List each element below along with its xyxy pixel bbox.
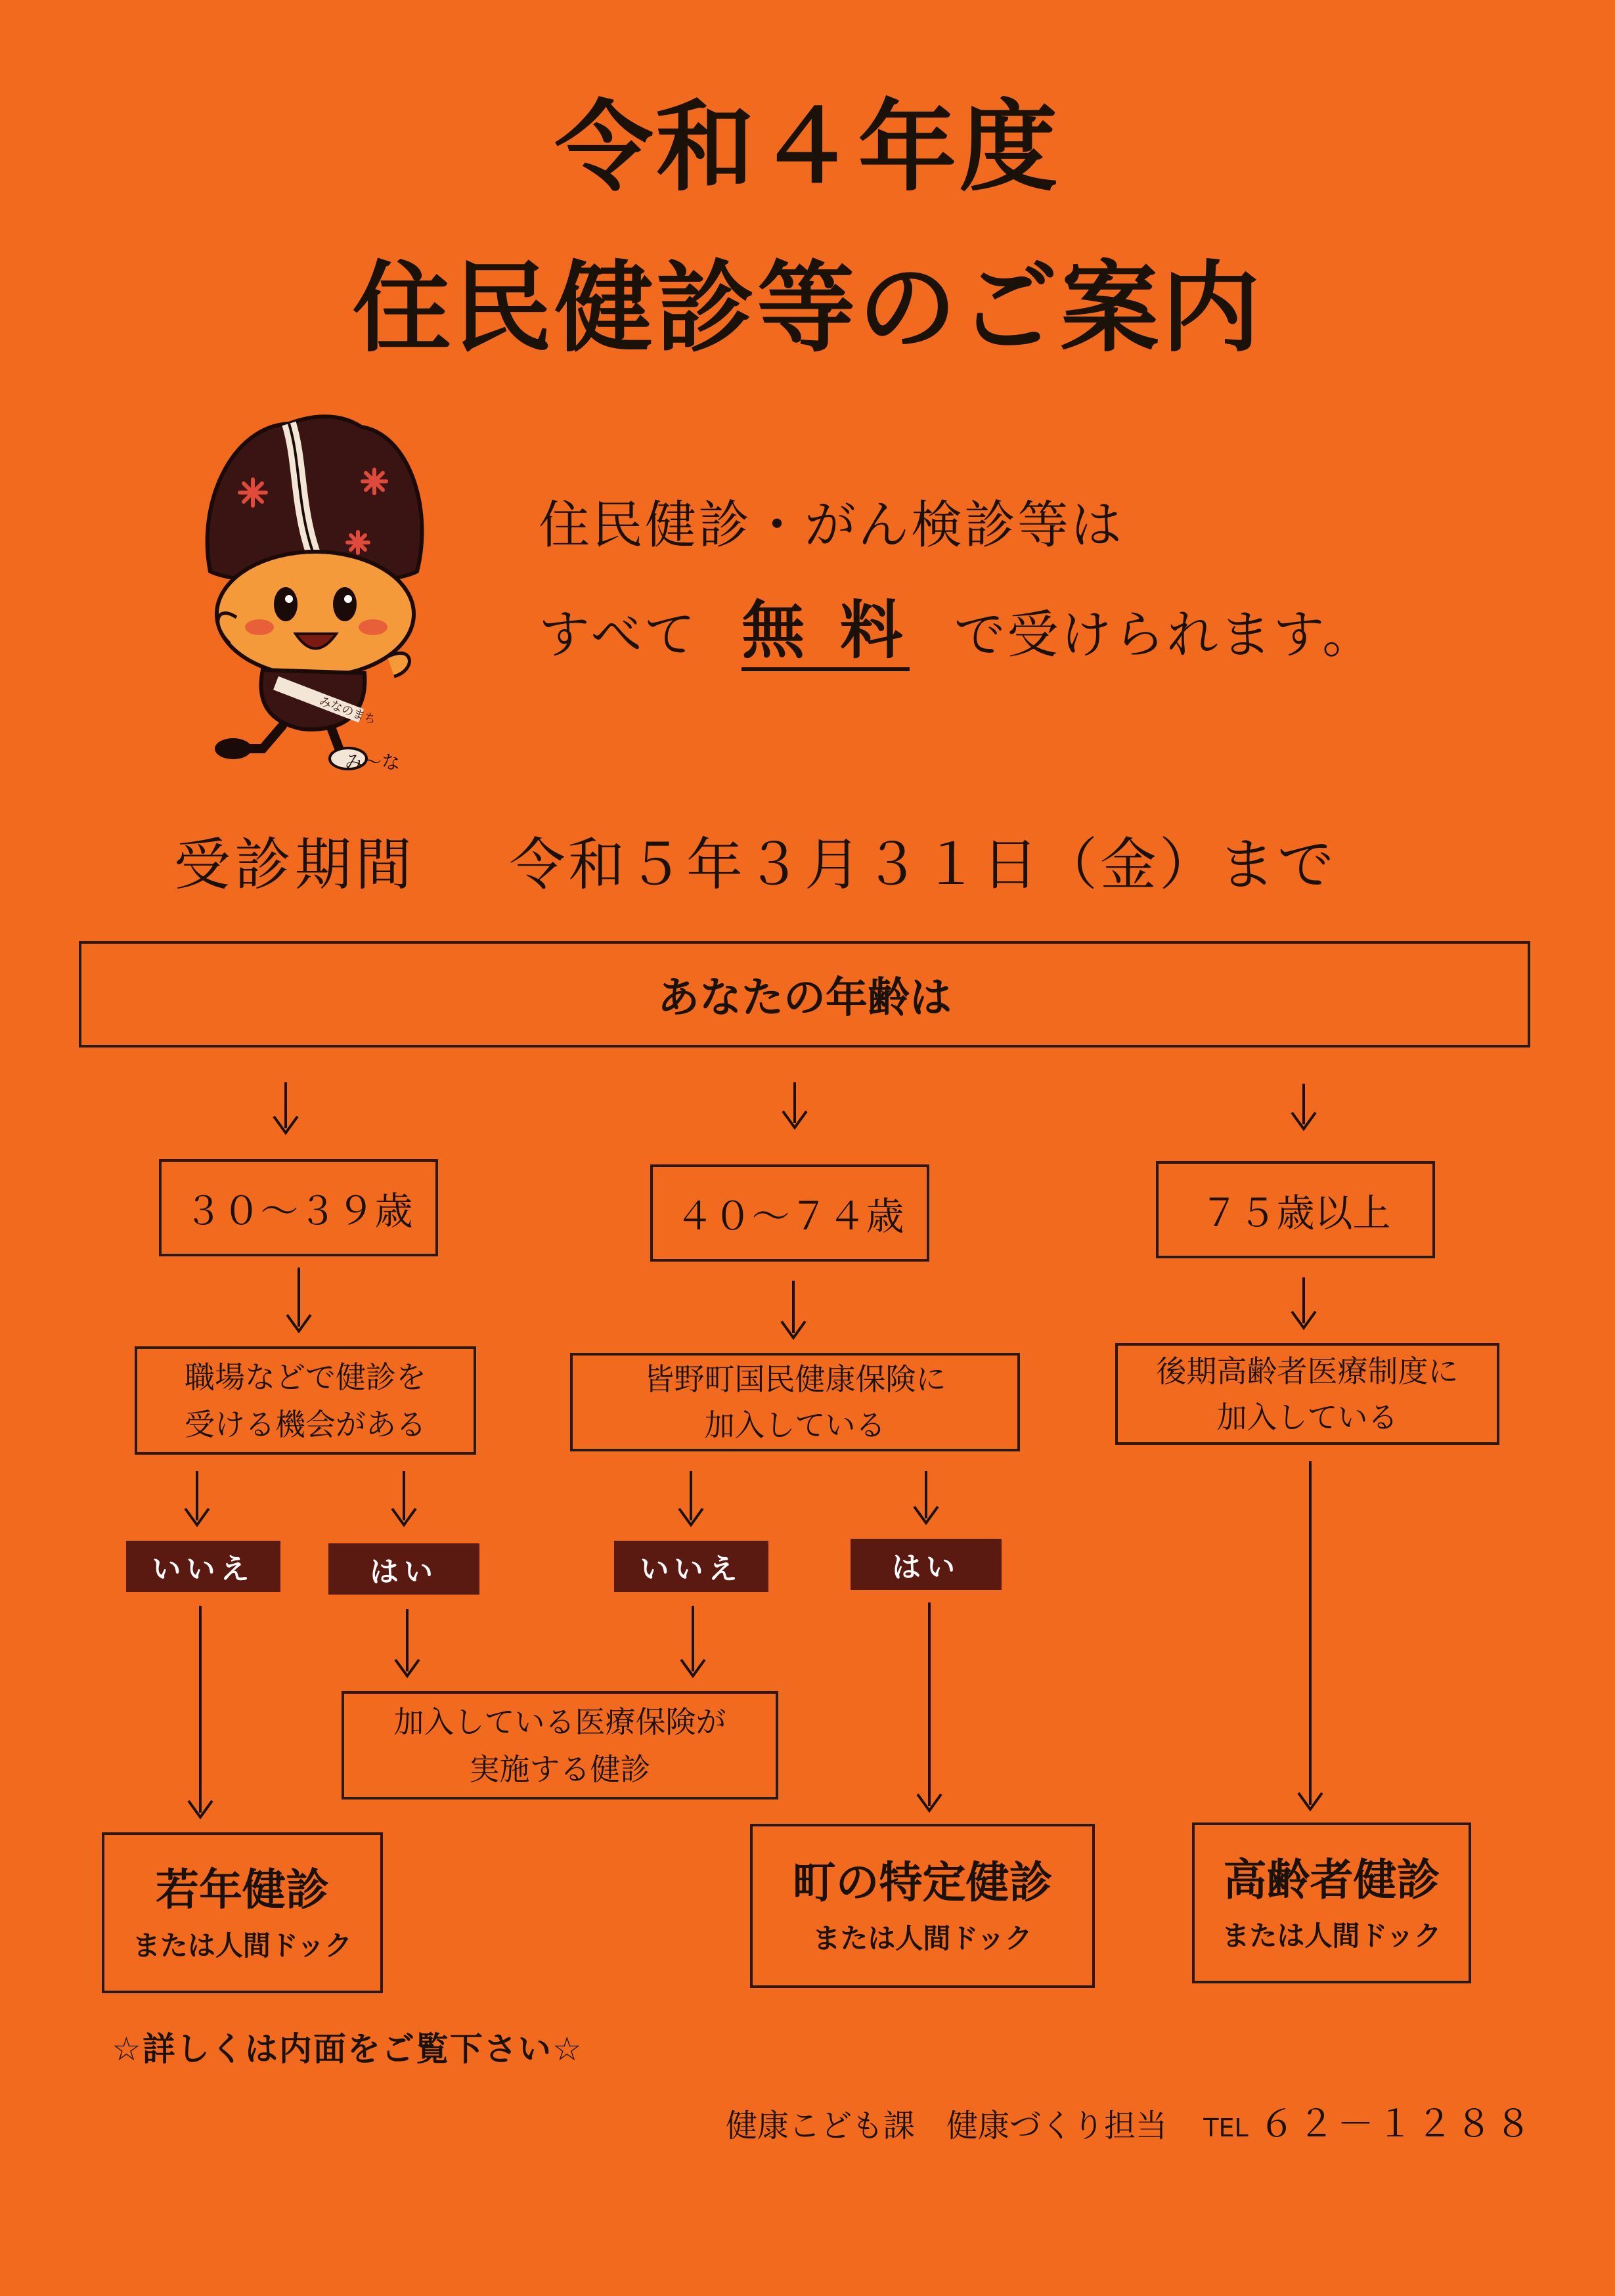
intro-line1: 住民健診・がん検診等は xyxy=(539,496,1124,555)
insurer-line1: 加入している医療保険が xyxy=(393,1704,726,1740)
title-line2: 住民健診等のご案内 xyxy=(352,252,1263,366)
details-note: ☆詳しくは内面をご覧下さい☆ xyxy=(112,2030,583,2068)
period-label: 受診期間 xyxy=(174,832,416,898)
period-date: 令和５年３月３１日（金）まで xyxy=(509,832,1337,898)
contact-dept: 健康こども課 健康づくり担当 xyxy=(726,2108,1168,2144)
answer-yes-middle: はい xyxy=(851,1539,1002,1590)
kouki-line2: 加入している xyxy=(1216,1399,1398,1435)
kokuho-line2: 加入している xyxy=(704,1407,886,1443)
age-label-75-plus: ７５歳以上 xyxy=(1200,1191,1391,1235)
result-sub-youth: または人間ドック xyxy=(132,1929,353,1962)
result-title-specific: 町の特定健診 xyxy=(792,1857,1053,1908)
workplace-line1: 職場などで健診を xyxy=(185,1359,426,1395)
intro-line2-prefix: すべて xyxy=(539,606,697,665)
age-question: あなたの年齢は xyxy=(657,974,952,1023)
kokuho-line1: 皆野町国民健康保険に xyxy=(644,1361,946,1397)
result-sub-elderly: または人間ドック xyxy=(1222,1919,1442,1952)
age-label-30-39: ３０～３９歳 xyxy=(184,1189,413,1233)
age-label-40-74: ４０～７４歳 xyxy=(675,1194,904,1239)
workplace-line2: 受ける機会がある xyxy=(185,1406,426,1442)
result-sub-specific: または人間ドック xyxy=(812,1922,1032,1954)
result-title-youth: 若年健診 xyxy=(156,1864,329,1915)
insurer-line2: 実施する健診 xyxy=(469,1751,651,1787)
mascot-name-sign: み～な xyxy=(345,751,401,773)
title-line1: 令和４年度 xyxy=(554,91,1061,205)
contact-tel: ６２－１２８８ xyxy=(1258,2103,1534,2146)
answer-no-middle: いいえ xyxy=(614,1541,768,1592)
answer-yes-left: はい xyxy=(328,1543,479,1595)
free-emphasis: 無 料 xyxy=(741,594,909,671)
intro-line2-suffix: で受けられます。 xyxy=(954,606,1376,665)
answer-no-left: いいえ xyxy=(126,1541,280,1592)
result-title-elderly: 高齢者健診 xyxy=(1223,1854,1440,1905)
contact-tel-label: TEL xyxy=(1203,2113,1249,2142)
mascot-sash-text: みなのまち xyxy=(317,694,378,728)
kouki-line1: 後期高齢者医療制度に xyxy=(1156,1353,1459,1389)
contact-info xyxy=(726,2098,1534,2154)
